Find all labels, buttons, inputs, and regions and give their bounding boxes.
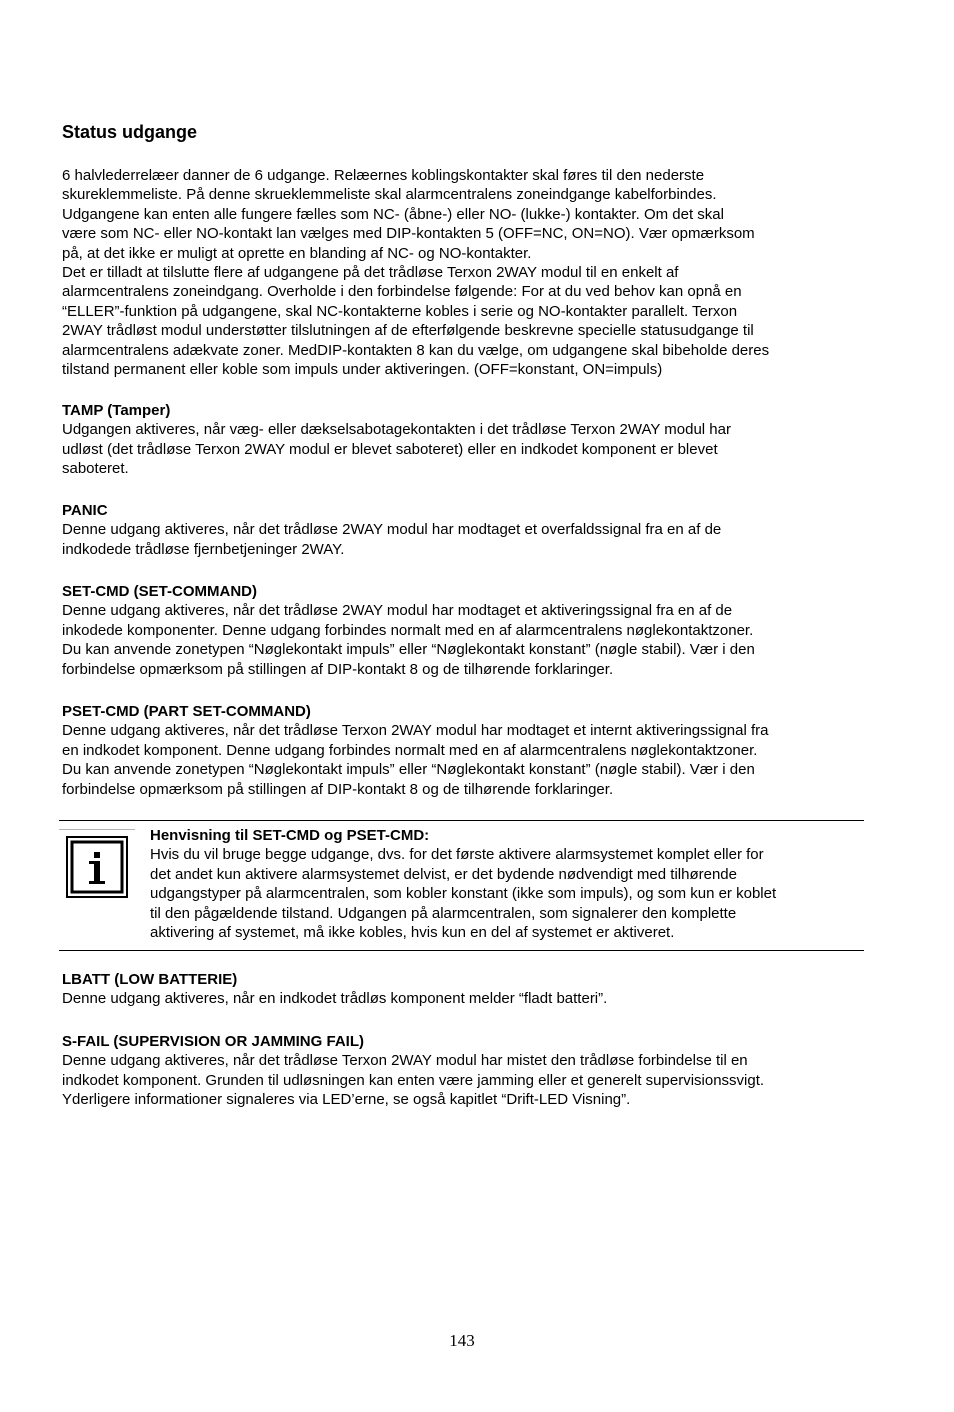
intro-line: “ELLER”-funktion på udgangene, skal NC-kontakterne kobles i serie og NO-kontakter parallelt. Terxon: [62, 302, 738, 320]
note-block: [150, 826, 862, 942]
tamp-section: [62, 401, 862, 479]
note-line: det andet kun aktivere alarmsystemet delvist, er det bydende nødvendigt med tilhørende: [150, 865, 737, 883]
intro-line: alarmcentralens zoneindgang. Overholde i den forbindelse følgende: For at du ved behov kan opnå en: [62, 283, 742, 301]
note-line: udgangstyper på alarmcentralen, som kobler konstant (ikke som impuls), og som kun er koblet: [150, 885, 777, 903]
intro-line: alarmcentralens adækvate zoner. MedDIP-kontakten 8 kan du vælge, om udgangene skal bibeholde deres: [62, 341, 770, 359]
intro-line: være som NC- eller NO-kontakt lan vælges med DIP-kontakten 5 (OFF=NC, ON=NO). Vær opmærksom: [62, 225, 755, 243]
note-line: Hvis du vil bruge begge udgange, dvs. for det første aktivere alarmsystemet komplet eller for: [150, 846, 764, 864]
setcmd-line: inkodede komponenter. Denne udgang forbindes normalt med en af alarmcentralens nøglekontaktzoner.: [62, 621, 754, 639]
tamp-line: Udgangen aktiveres, når væg- eller dækselsabotagekontakten i det trådløse Terxon 2WAY modul har: [62, 421, 731, 439]
intro-line: 6 halvlederrelæer danner de 6 udgange. Relæernes koblingskontakter skal føres til den nederste: [62, 167, 705, 184]
psetcmd-heading: PSET-CMD (PART SET-COMMAND): [62, 703, 311, 720]
setcmd-heading: SET-CMD (SET-COMMAND): [62, 583, 257, 600]
tamp-heading: TAMP (Tamper): [62, 402, 171, 419]
lbatt-heading: LBATT (LOW BATTERIE): [62, 971, 238, 988]
intro-line: tilstand permanent eller koble som impuls under aktiveringen. (OFF=konstant, ON=impuls): [62, 361, 663, 379]
psetcmd-section: [62, 702, 862, 799]
intro-paragraph: [62, 166, 862, 379]
sfail-line: Yderligere informationer signaleres via LED’erne, se også kapitlet “Drift-LED Visning”.: [62, 1091, 631, 1109]
sfail-section: [62, 1032, 862, 1110]
lbatt-section: [62, 970, 862, 1009]
panic-line: Denne udgang aktiveres, når det trådløse 2WAY modul har modtaget et overfaldssignal fra en af de: [62, 521, 722, 539]
note-line: aktivering af systemet, må ikke kobles, hvis kun en del af systemet er aktiveret.: [150, 924, 675, 942]
setcmd-line: Du kan anvende zonetypen “Nøglekontakt impuls” eller “Nøglekontakt konstant” (nøgle stabil). Vær i den: [62, 641, 755, 659]
setcmd-section: [62, 582, 862, 679]
panic-line: indkodede trådløse fjernbetjeninger 2WAY.: [62, 540, 345, 558]
intro-line: 2WAY trådløst modul understøtter tilslutningen af de efterfølgende beskrevne specielle statusudgange til: [62, 322, 754, 340]
setcmd-line: forbindelse opmærksom på stillingen af DIP-kontakt 8 og de tilhørende forklaringer.: [62, 660, 614, 678]
psetcmd-line: Denne udgang aktiveres, når det trådløse Terxon 2WAY modul har modtaget et internt aktiveringssignal fra: [62, 722, 769, 740]
intro-line: Udgangene kan enten alle fungere fælles som NC- (åbne-) eller NO- (lukke-) kontakter. Om det skal: [62, 205, 724, 223]
panic-section: [62, 501, 862, 559]
intro-line: skureklemmeliste. På denne skrueklemmeliste skal alarmcentralens zoneindgange kabelforbindes.: [62, 186, 717, 204]
page-title: Status udgange: [62, 122, 198, 142]
psetcmd-line: forbindelse opmærksom på stillingen af DIP-kontakt 8 og de tilhørende forklaringer.: [62, 780, 614, 798]
sfail-heading: S-FAIL (SUPERVISION OR JAMMING FAIL): [62, 1033, 364, 1050]
note-top-rule: [59, 820, 864, 821]
panic-heading: PANIC: [62, 502, 108, 519]
note-heading: Henvisning til SET-CMD og PSET-CMD:: [150, 827, 430, 844]
info-icon: [66, 836, 128, 898]
note-icon-divider: [59, 829, 135, 830]
sfail-line: indkodet komponent. Grunden til udløsningen kan enten være jamming eller et generelt supervisionssvigt.: [62, 1071, 765, 1089]
psetcmd-line: Du kan anvende zonetypen “Nøglekontakt impuls” eller “Nøglekontakt konstant” (nøgle stabil). Vær i den: [62, 761, 755, 779]
intro-line: på, at det ikke er muligt at oprette en blanding af NC- og NO-kontakter.: [62, 244, 532, 262]
tamp-line: saboteret.: [62, 460, 129, 478]
lbatt-line: Denne udgang aktiveres, når en indkodet trådløs komponent melder “fladt batteri”.: [62, 990, 608, 1008]
intro-line: Det er tilladt at tilslutte flere af udgangene på det trådløse Terxon 2WAY modul til en enkelt af: [62, 264, 679, 282]
tamp-line: udløst (det trådløse Terxon 2WAY modul er blevet saboteret) eller en indkodet komponent er blevet: [62, 440, 718, 458]
note-line: til den pågældende tilstand. Udgangen på alarmcentralen, som signalerer den komplette: [150, 904, 737, 922]
setcmd-line: Denne udgang aktiveres, når det trådløse 2WAY modul har modtaget et aktiveringssignal fra en af de: [62, 602, 733, 620]
sfail-line: Denne udgang aktiveres, når det trådløse Terxon 2WAY modul har mistet den trådløse forbindelse til en: [62, 1052, 748, 1070]
note-bottom-rule: [59, 950, 864, 951]
page-number: 143: [449, 1331, 475, 1350]
psetcmd-line: en indkodet komponent. Denne udgang forbindes normalt med en af alarmcentralens nøglekontaktzoner.: [62, 741, 758, 759]
